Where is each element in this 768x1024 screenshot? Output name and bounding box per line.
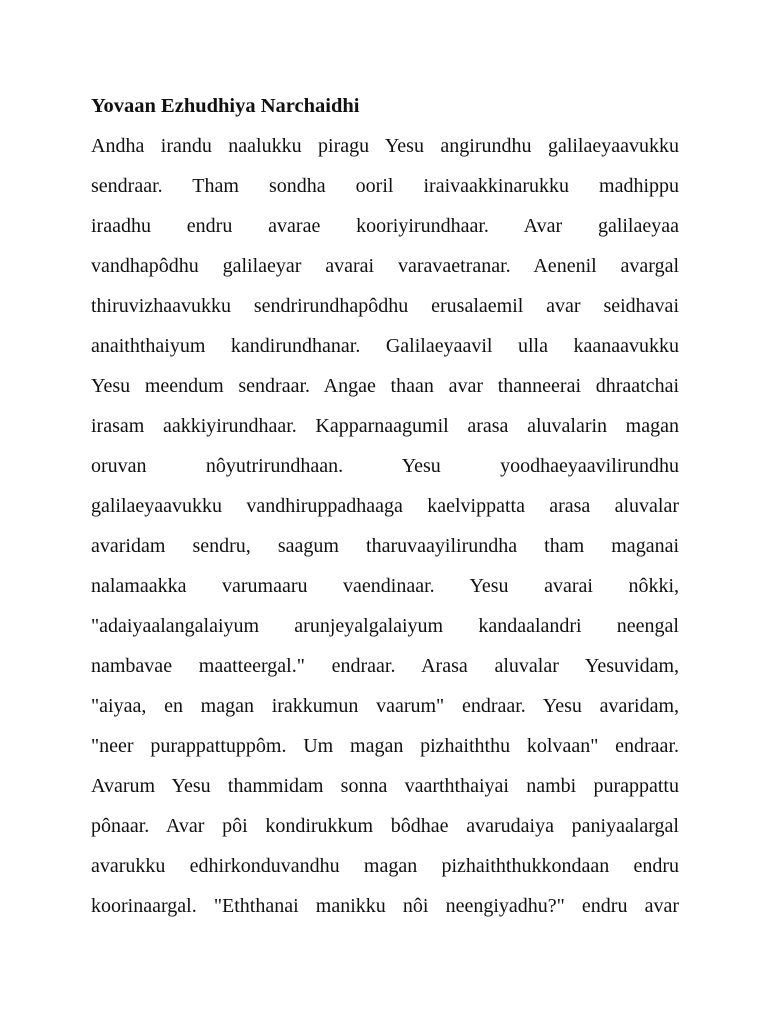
body-text bbox=[91, 132, 679, 932]
text-line: sendraar. Tham sondha ooril iraivaakkinarukku madhippu bbox=[91, 175, 679, 197]
text-line: iraadhu endru avarae kooriyirundhaar. Avar galilaeyaa bbox=[91, 215, 679, 237]
text-line: Yesu meendum sendraar. Angae thaan avar thanneerai dhraatchai bbox=[91, 375, 679, 397]
document-page bbox=[91, 92, 679, 932]
text-line: Andha irandu naalukku piragu Yesu angirundhu galilaeyaavukku bbox=[91, 135, 679, 157]
document-title: Yovaan Ezhudhiya Narchaidhi bbox=[91, 95, 360, 117]
text-line: "adaiyaalangalaiyum arunjeyalgalaiyum kandaalandri neengal bbox=[91, 615, 679, 637]
text-line: oruvan nôyutrirundhaan. Yesu yoodhaeyaavilirundhu bbox=[91, 455, 679, 477]
text-line: pônaar. Avar pôi kondirukkum bôdhae avarudaiya paniyaalargal bbox=[91, 815, 679, 837]
text-line: avaridam sendru, saagum tharuvaayilirundha tham maganai bbox=[91, 535, 679, 557]
text-line: irasam aakkiyirundhaar. Kapparnaagumil arasa aluvalarin magan bbox=[91, 415, 679, 437]
text-line: avarukku edhirkonduvandhu magan pizhaiththukkondaan endru bbox=[91, 855, 679, 877]
text-line: Avarum Yesu thammidam sonna vaarththaiyai nambi purappattu bbox=[91, 775, 679, 797]
text-line: nambavae maatteergal." endraar. Arasa aluvalar Yesuvidam, bbox=[91, 655, 679, 677]
text-line: thiruvizhaavukku sendrirundhapôdhu erusalaemil avar seidhavai bbox=[91, 295, 679, 317]
text-line: vandhapôdhu galilaeyar avarai varavaetranar. Aenenil avargal bbox=[91, 255, 679, 277]
text-line: "neer purappattuppôm. Um magan pizhaiththu kolvaan" endraar. bbox=[91, 735, 679, 757]
text-line: anaiththaiyum kandirundhanar. Galilaeyaavil ulla kaanaavukku bbox=[91, 335, 679, 357]
text-line: "aiyaa, en magan irakkumun vaarum" endraar. Yesu avaridam, bbox=[91, 695, 679, 717]
text-line: nalamaakka varumaaru vaendinaar. Yesu avarai nôkki, bbox=[91, 575, 679, 597]
text-line: koorinaargal. "Eththanai manikku nôi neengiyadhu?" endru avar bbox=[91, 895, 679, 917]
text-line: galilaeyaavukku vandhiruppadhaaga kaelvippatta arasa aluvalar bbox=[91, 495, 679, 517]
